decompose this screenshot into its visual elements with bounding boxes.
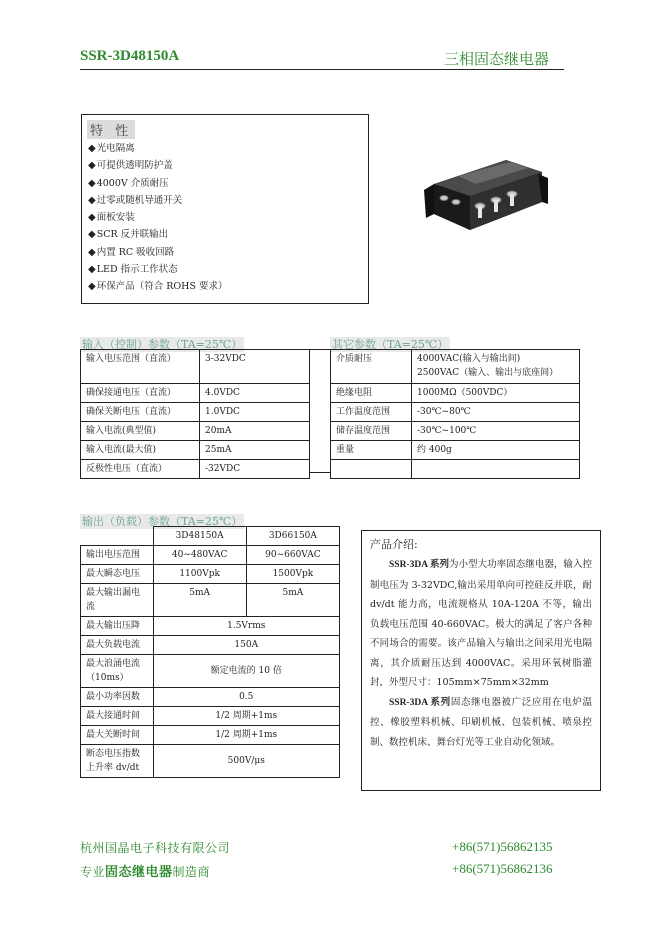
param-value: 1.5Vrms: [153, 617, 340, 636]
param-value: 1000MΩ（500VDC）: [412, 384, 580, 403]
param-name: 最大关断时间: [81, 726, 154, 745]
table-row: [331, 384, 580, 403]
table-row: [81, 726, 340, 745]
table-row: [81, 565, 340, 584]
param-value: 1500Vpk: [246, 565, 339, 584]
intro-text: 固态继电器被广泛应用在电炉温控、橡胶塑料机械、印刷机械、包装机械、喷泉控制、数控机床、舞台灯光等工业自动化领域。: [370, 696, 592, 748]
feature-item: ◆ 4000V 介质耐压: [88, 175, 227, 192]
slogan-pre: 专业: [80, 865, 106, 879]
table-row: [81, 617, 340, 636]
param-name: 断态电压指数上升率 dv/dt: [81, 745, 154, 778]
param-value: 4.0VDC: [200, 384, 310, 403]
table-row: [81, 546, 340, 565]
feature-item: ◆ 光电隔离: [88, 140, 227, 157]
param-value: 0.5: [153, 688, 340, 707]
phone-number: +86(571)56862135: [452, 839, 553, 854]
intro-series-name: SSR-3DA 系列: [389, 697, 451, 708]
model-col-b: 3D66150A: [246, 527, 339, 546]
other-params-table: [330, 349, 580, 479]
input-params-table: [80, 349, 310, 479]
intro-paragraph: [370, 555, 592, 693]
features-box: [81, 114, 369, 304]
output-params-title: 输出（负载）参数（TA=25℃）: [82, 515, 243, 528]
param-value-line: 4000VAC(输入与输出间): [417, 354, 521, 364]
model-col-a: 3D48150A: [153, 527, 246, 546]
table-row: [331, 350, 580, 384]
param-name: 最小功率因数: [81, 688, 154, 707]
model-number: SSR-3D48150A: [80, 48, 180, 64]
table-row: [81, 422, 310, 441]
table-row: [81, 350, 310, 384]
param-name-empty: [331, 460, 412, 479]
table-row: [81, 584, 340, 617]
param-value: 150A: [153, 636, 340, 655]
feature-item: ◆ 可提供透明防护盖: [88, 157, 227, 174]
feature-item: ◆ 过零或随机导通开关: [88, 192, 227, 209]
param-value: 1.0VDC: [200, 403, 310, 422]
table-row: [331, 403, 580, 422]
intro-title: 产品介绍:: [370, 538, 418, 551]
param-value: 3-32VDC: [200, 350, 310, 384]
param-name: 确保接通电压（直流）: [81, 384, 200, 403]
intro-paragraph: [370, 693, 592, 753]
features-list: [88, 140, 227, 296]
param-value: -30℃~80℃: [412, 403, 580, 422]
param-value: 约 400g: [412, 441, 580, 460]
param-name: 输出电压范围: [81, 546, 154, 565]
table-row: [81, 707, 340, 726]
company-name: 杭州国晶电子科技有限公司: [80, 841, 231, 855]
param-value: [412, 350, 580, 384]
param-name: 介质耐压: [331, 350, 412, 384]
param-value: 额定电流的 10 倍: [153, 655, 340, 688]
other-params-title: 其它参数（TA=25℃）: [332, 338, 449, 351]
slogan-bold: 固态继电器: [105, 865, 173, 880]
param-value: 5mA: [246, 584, 339, 617]
param-value-line: 2500VAC（输入、输出与底座间）: [417, 368, 559, 378]
table-row: [81, 688, 340, 707]
param-value: 5mA: [153, 584, 246, 617]
param-value: 90~660VAC: [246, 546, 339, 565]
param-name: 储存温度范围: [331, 422, 412, 441]
table-row: [331, 441, 580, 460]
table-row: [81, 636, 340, 655]
header-empty: [81, 527, 154, 546]
slogan-post: 制造商: [172, 865, 211, 879]
param-value: 1/2 周期+1ms: [153, 726, 340, 745]
param-name: 确保关断电压（直流）: [81, 403, 200, 422]
param-name: 最大接通时间: [81, 707, 154, 726]
intro-series-name: SSR-3DA 系列: [389, 560, 450, 570]
table-row: [81, 441, 310, 460]
param-name: 输入电流(典型值): [81, 422, 200, 441]
product-intro-box: [361, 530, 601, 791]
company-slogan: [80, 861, 210, 880]
param-name: 绝缘电阻: [331, 384, 412, 403]
feature-item: ◆ 环保产品（符合 ROHS 要求）: [88, 278, 227, 295]
param-name: 重量: [331, 441, 412, 460]
header-divider: [80, 69, 564, 70]
param-name: 工作温度范围: [331, 403, 412, 422]
param-value: -30℃~100℃: [412, 422, 580, 441]
output-params-table: [80, 526, 340, 778]
param-name: 最大输出漏电流: [81, 584, 154, 617]
param-value: 500V/μs: [153, 745, 340, 778]
table-gap: [310, 349, 330, 473]
param-name: 输入电流(最大值): [81, 441, 200, 460]
feature-item: ◆ 面板安装: [88, 209, 227, 226]
feature-item: ◆ LED 指示工作状态: [88, 261, 227, 278]
param-name: 最大负载电流: [81, 636, 154, 655]
param-value: 1100Vpk: [153, 565, 246, 584]
table-row: [81, 655, 340, 688]
table-row: [81, 527, 340, 546]
intro-text: 为小型大功率固态继电器，输入控制电压为 3-32VDC,输出采用单向可控硅反并联，耐 dv/dt 能力高，电流规格从 10A-120A 不等，输出负载电压范围 40-660VAC。极大的满足了客户各种不同场合的需要。该产品输入与输出之间采用光电隔离，其介质耐压达到 4000VAC。采用环氧树脂灌封，外型尺寸：105mm×75mm×32mm: [370, 559, 592, 688]
param-value-empty: [412, 460, 580, 479]
param-name: 最大瞬态电压: [81, 565, 154, 584]
param-name: 反极性电压（直流）: [81, 460, 200, 479]
product-title: 三相固态继电器: [444, 50, 550, 68]
table-row: [81, 745, 340, 778]
param-value: 1/2 周期+1ms: [153, 707, 340, 726]
table-row: [81, 403, 310, 422]
param-name: 输入电压范围（直流）: [81, 350, 200, 384]
param-value: -32VDC: [200, 460, 310, 479]
table-row: [81, 384, 310, 403]
features-title: 特 性: [87, 120, 135, 139]
param-name: 最大输出压降: [81, 617, 154, 636]
input-params-title: 输入（控制）参数（TA=25℃）: [82, 338, 243, 351]
phone-number: +86(571)56862136: [452, 861, 553, 876]
param-value: 25mA: [200, 441, 310, 460]
table-row: [331, 460, 580, 479]
table-row: [81, 460, 310, 479]
param-value: 20mA: [200, 422, 310, 441]
feature-item: ◆ SCR 反并联输出: [88, 226, 227, 243]
param-name: 最大浪涌电流（10ms）: [81, 655, 154, 688]
product-photo: [418, 150, 550, 246]
table-row: [331, 422, 580, 441]
param-value: 40~480VAC: [153, 546, 246, 565]
feature-item: ◆ 内置 RC 吸收回路: [88, 244, 227, 261]
